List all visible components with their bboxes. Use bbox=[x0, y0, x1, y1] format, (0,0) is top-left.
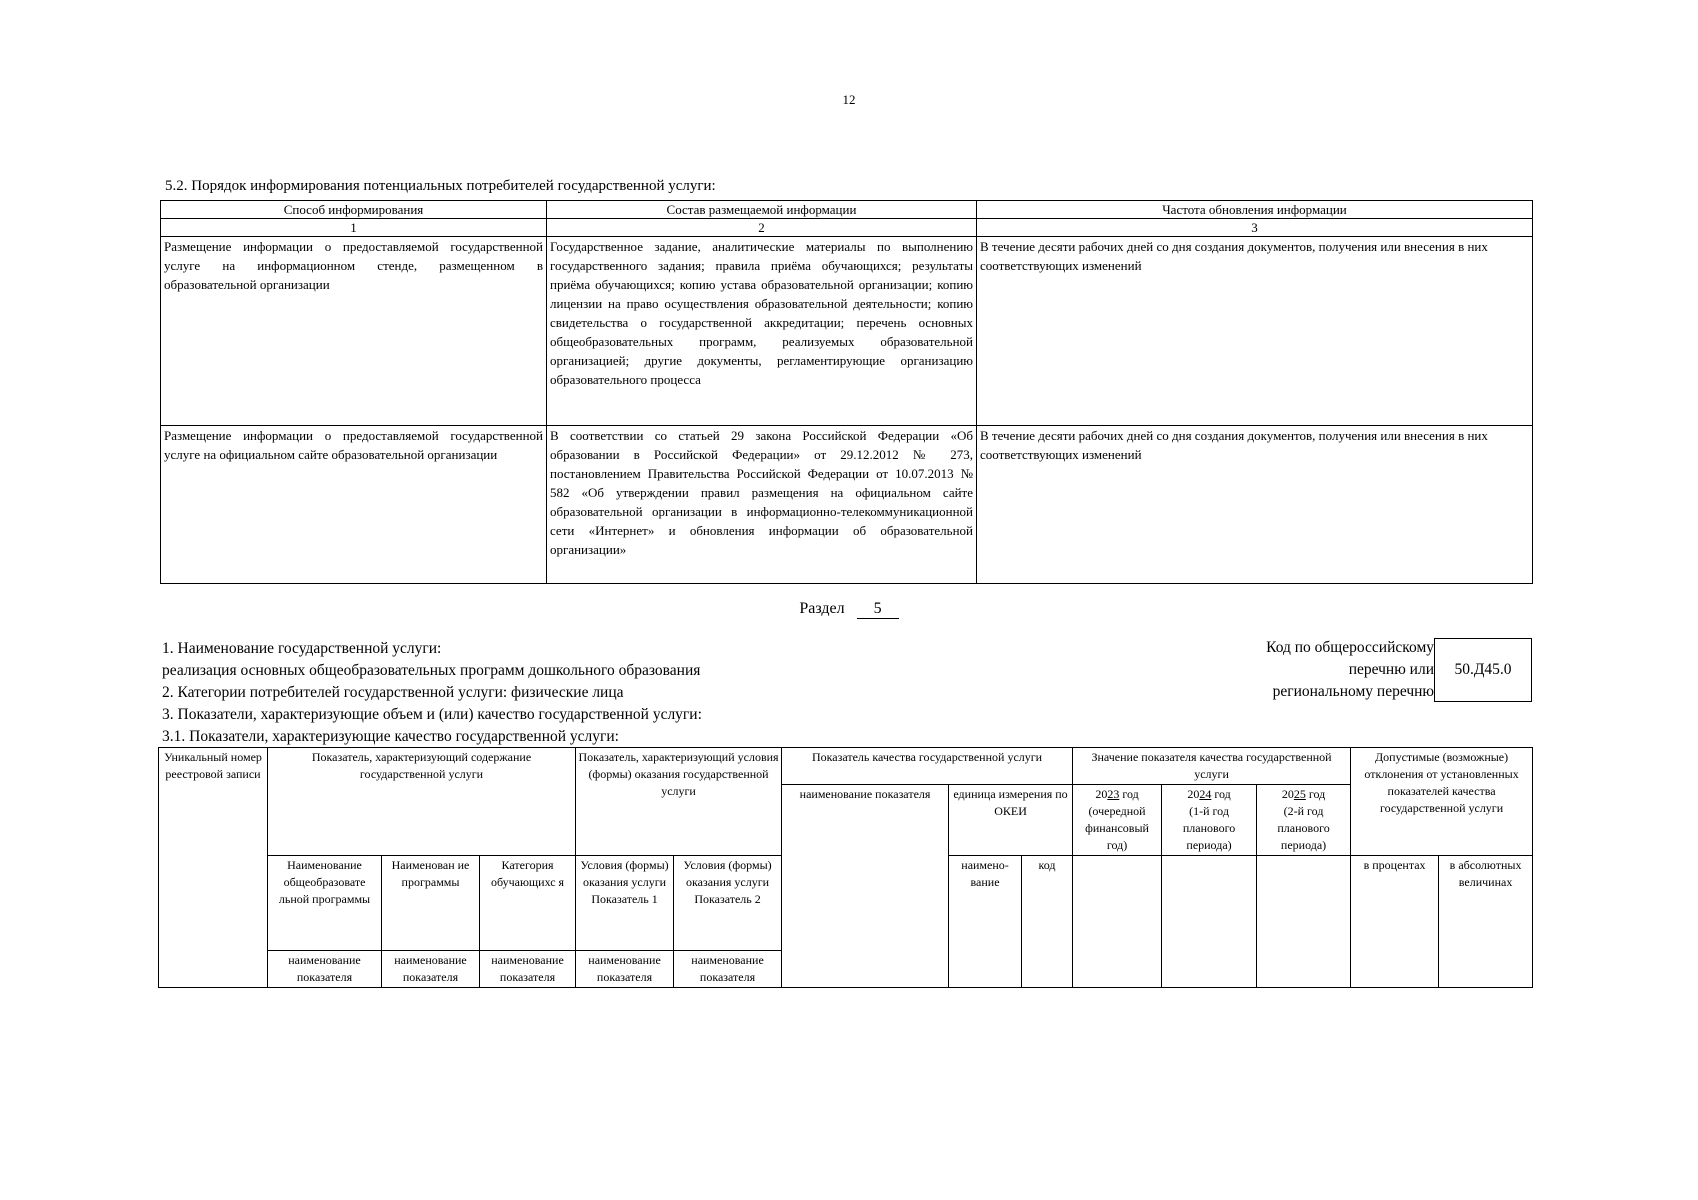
deviation-header: Допустимые (возможные) отклонения от установленных показателей качества государственной услуги bbox=[1351, 748, 1533, 856]
service-description bbox=[162, 638, 702, 748]
page-number: 12 bbox=[842, 92, 856, 107]
service-name: реализация основных общеобразовательных программ дошкольного образования bbox=[162, 662, 701, 679]
code-label-line3: региональному перечню bbox=[1272, 683, 1434, 700]
header-frequency: Частота обновления информации bbox=[977, 201, 1533, 219]
registry-code: 50.Д45.0 bbox=[1454, 661, 1512, 678]
indicator-name-header: наименование показателя bbox=[782, 785, 949, 988]
quality-indicator-header: Показатель качества государственной услуги bbox=[782, 748, 1073, 785]
condition-1-name-label: наименование показателя bbox=[576, 951, 674, 988]
year-3-desc: (2-й год планового периода) bbox=[1277, 804, 1330, 852]
informing-table bbox=[160, 200, 1533, 584]
year-2-desc: (1-й год планового периода) bbox=[1182, 804, 1236, 852]
code-label bbox=[1266, 637, 1434, 703]
category-header: Категория обучающихс я bbox=[480, 856, 576, 951]
year-3-value: 25 bbox=[1293, 787, 1306, 801]
year-1-prefix: 20 bbox=[1095, 787, 1108, 801]
unique-number-header: Уникальный номер реестровой записи bbox=[159, 748, 268, 988]
row2-method: Размещение информации о предоставляемой государственной услуге на официальном сайте образовательной организации bbox=[161, 426, 547, 584]
consumer-category: 2. Категории потребителей государственной услуги: физические лица bbox=[162, 684, 624, 701]
quality-header-row-1 bbox=[159, 748, 1533, 785]
value-indicator-header: Значение показателя качества государственной услуги bbox=[1073, 748, 1351, 785]
row1-method: Размещение информации о предоставляемой государственной услуге на информационном стенде, размещенном в образовательной организации bbox=[161, 237, 547, 426]
header-content: Состав размещаемой информации bbox=[547, 201, 977, 219]
row2-content: В соответствии со статьей 29 закона Российской Федерации «Об образовании в Российской Федерации» от 29.12.2012 № 273, постановлением Правительства Российской Федерации от 10.07.2013 № 582 «Об утверждении правил размещения на официальном сайте образовательной организации в информационно-телекоммуникационной сети «Интернет» и обновления информации об образовательной организации» bbox=[547, 426, 977, 584]
col-number-2: 2 bbox=[547, 219, 977, 237]
section-number: 5 bbox=[857, 600, 899, 619]
condition-2-name-label: наименование показателя bbox=[674, 951, 782, 988]
okei-code-header: код bbox=[1022, 856, 1073, 988]
year-3-suffix: год bbox=[1308, 787, 1326, 801]
okei-name-header: наимено-вание bbox=[949, 856, 1022, 988]
header-row bbox=[161, 201, 1533, 219]
code-label-line2: перечню или bbox=[1348, 661, 1434, 678]
year-2-header bbox=[1162, 785, 1257, 856]
number-row bbox=[161, 219, 1533, 237]
content-indicator-header: Показатель, характеризующий содержание государственной услуги bbox=[268, 748, 576, 856]
row2-frequency: В течение десяти рабочих дней со дня создания документов, получения или внесения в них соответствующих изменений bbox=[977, 426, 1533, 584]
conditions-indicator-header bbox=[576, 748, 782, 856]
quality-table bbox=[158, 747, 1533, 988]
year-2-prefix: 20 bbox=[1187, 787, 1200, 801]
year-1-suffix: год bbox=[1122, 787, 1139, 801]
row1-content: Государственное задание, аналитические материалы по выполнению государственного задания; правила приёма обучающихся; результаты приёма обучающихся; копию устава образовательной организации; копию лицензии на право осуществления образовательной деятельности; копию свидетельства о государственной аккредитации; перечень основных общеобразовательных программ, реализуемых образовательной организацией; другие документы, регламентирующие организацию образовательного процесса bbox=[547, 237, 977, 426]
year-3-value-cell bbox=[1257, 856, 1351, 988]
in-percent-header: в процентах bbox=[1351, 856, 1439, 988]
section-label: Раздел bbox=[799, 600, 845, 617]
condition-1-header: Условия (формы) оказания услуги Показатель 1 bbox=[576, 856, 674, 951]
row1-frequency: В течение десяти рабочих дней со дня создания документов, получения или внесения в них соответствующих изменений bbox=[977, 237, 1533, 426]
program-name-name-label: наименование показателя bbox=[382, 951, 480, 988]
program-header: Наименование общеобразовате льной программы bbox=[268, 856, 382, 951]
service-name-label: 1. Наименование государственной услуги: bbox=[162, 640, 442, 657]
condition-2-header: Условия (формы) оказания услуги Показатель 2 bbox=[674, 856, 782, 951]
year-1-desc: (очередной финансовый год) bbox=[1085, 804, 1149, 852]
registry-code-box bbox=[1434, 638, 1532, 702]
section-heading bbox=[0, 600, 1698, 619]
header-method: Способ информирования bbox=[161, 201, 547, 219]
conditions-indicator-text: Показатель, характеризующий условия (формы) оказания государственной услуги bbox=[578, 750, 779, 798]
year-1-value: 23 bbox=[1107, 787, 1120, 801]
col-number-1: 1 bbox=[161, 219, 547, 237]
year-2-value-cell bbox=[1162, 856, 1257, 988]
section-title-5-2: 5.2. Порядок информирования потенциальных потребителей государственной услуги: bbox=[165, 178, 716, 194]
year-1-value-cell bbox=[1073, 856, 1162, 988]
table-row bbox=[161, 426, 1533, 584]
program-name-label: наименование показателя bbox=[268, 951, 382, 988]
okei-unit-header: единица измерения по ОКЕИ bbox=[949, 785, 1073, 856]
category-name-label: наименование показателя bbox=[480, 951, 576, 988]
year-2-suffix: год bbox=[1214, 787, 1231, 801]
table-row bbox=[161, 237, 1533, 426]
code-label-line1: Код по общероссийскому bbox=[1266, 639, 1434, 656]
col-number-3: 3 bbox=[977, 219, 1533, 237]
year-2-value: 24 bbox=[1199, 787, 1212, 801]
program-name-header: Наименован ие программы bbox=[382, 856, 480, 951]
in-absolute-header: в абсолютных величинах bbox=[1439, 856, 1533, 988]
quality-indicators-heading: 3.1. Показатели, характеризующие качество государственной услуги: bbox=[162, 728, 619, 745]
indicators-heading: 3. Показатели, характеризующие объем и (или) качество государственной услуги: bbox=[162, 706, 702, 723]
year-1-header bbox=[1073, 785, 1162, 856]
year-3-header bbox=[1257, 785, 1351, 856]
year-3-prefix: 20 bbox=[1281, 787, 1294, 801]
